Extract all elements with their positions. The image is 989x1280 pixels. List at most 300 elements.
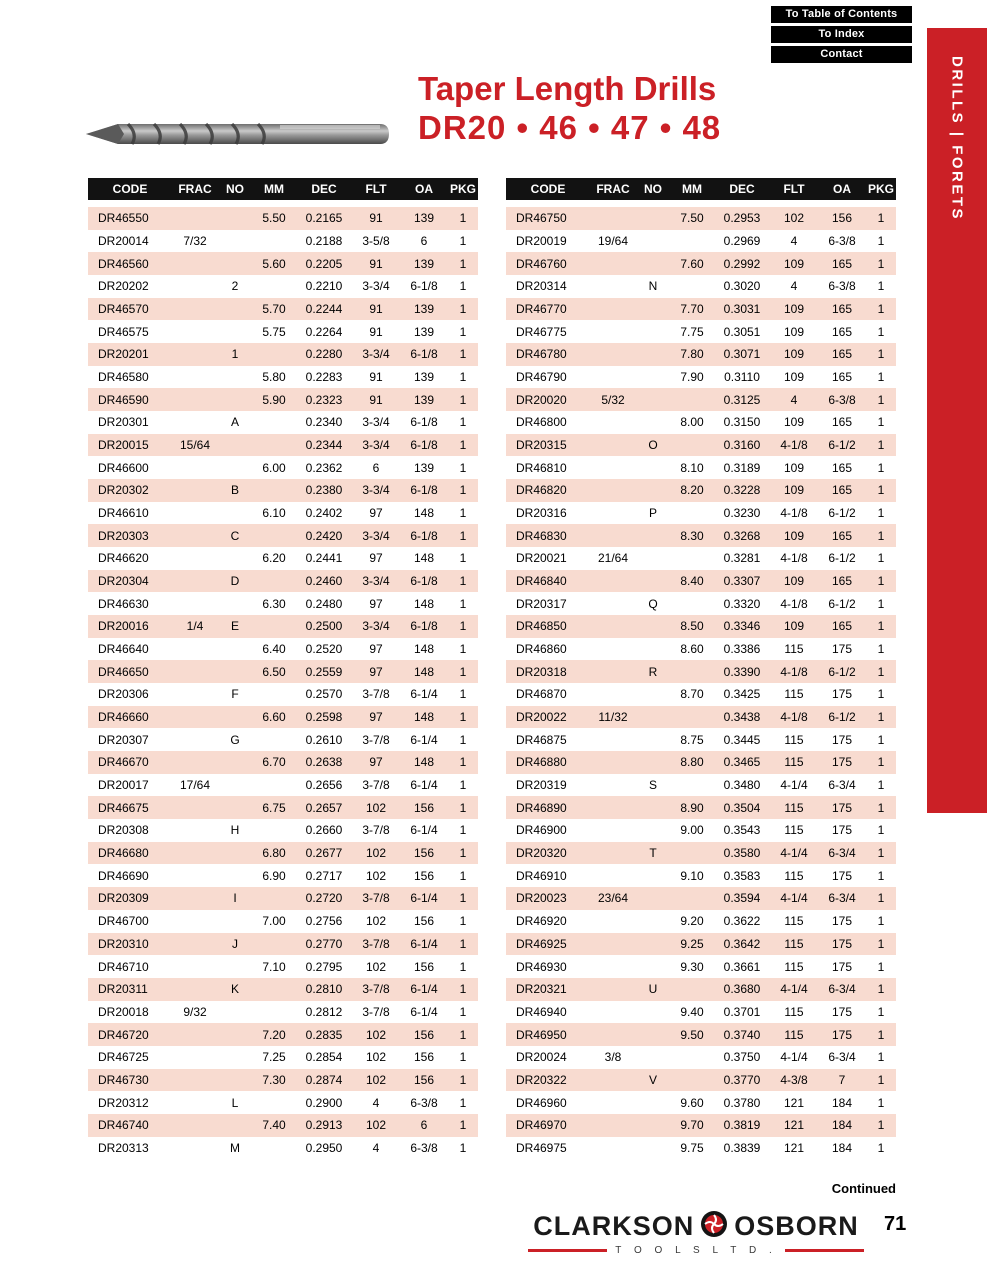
- table-cell: 109: [783, 415, 805, 430]
- column-header: OA: [833, 182, 851, 196]
- table-row: [506, 638, 896, 661]
- table-cell: 6-1/8: [410, 528, 438, 543]
- table-cell: 102: [365, 959, 387, 974]
- table-cell: 1: [459, 551, 467, 566]
- table-row: [88, 728, 478, 751]
- table-cell: 7.60: [680, 256, 704, 271]
- table-cell: 4-1/4: [780, 891, 808, 906]
- table-cell: DR46730: [98, 1072, 149, 1087]
- table-row: [506, 1069, 896, 1092]
- table-cell: 6: [420, 1118, 428, 1133]
- table-cell: 15/64: [179, 438, 211, 453]
- table-cell: 6.70: [262, 755, 286, 770]
- table-cell: 1: [459, 596, 467, 611]
- table-cell: 8.50: [680, 619, 704, 634]
- table-cell: DR46775: [516, 324, 567, 339]
- table-cell: C: [230, 528, 240, 543]
- table-cell: K: [230, 982, 239, 997]
- table-cell: 1: [459, 1050, 467, 1065]
- table-cell: 0.3780: [723, 1095, 761, 1110]
- table-cell: 1: [459, 755, 467, 770]
- table-cell: 109: [783, 574, 805, 589]
- nav-button-index[interactable]: To Index: [771, 26, 912, 43]
- table-cell: 0.2402: [305, 506, 343, 521]
- table-cell: 1: [877, 1095, 885, 1110]
- table-row: [506, 275, 896, 298]
- table-cell: 102: [365, 800, 387, 815]
- table-cell: 1: [877, 959, 885, 974]
- table-cell: DR46725: [98, 1050, 149, 1065]
- table-row: [88, 1023, 478, 1046]
- table-row: [506, 751, 896, 774]
- table-cell: 1: [459, 1095, 467, 1110]
- clarkson-osborn-logo-icon: [700, 1210, 728, 1243]
- table-cell: 1: [459, 528, 467, 543]
- table-cell: 184: [831, 1095, 853, 1110]
- table-cell: 1: [877, 234, 885, 248]
- table-cell: 6-1/8: [410, 415, 438, 430]
- table-cell: H: [230, 823, 240, 838]
- table-cell: 4: [372, 1095, 380, 1110]
- table-row: [506, 1046, 896, 1069]
- table-cell: 1/4: [186, 619, 204, 634]
- table-cell: 3/8: [604, 1050, 622, 1065]
- table-cell: DR20015: [98, 438, 149, 453]
- table-cell: 0.3580: [723, 846, 761, 861]
- table-cell: 0.2610: [305, 732, 343, 747]
- table-cell: 102: [365, 1118, 387, 1133]
- table-cell: 5.70: [262, 302, 286, 317]
- table-row: [88, 570, 478, 593]
- table-cell: 91: [369, 256, 383, 271]
- table-row: [88, 1001, 478, 1024]
- table-cell: 0.3281: [723, 551, 761, 566]
- table-cell: 0.3594: [723, 891, 761, 906]
- table-cell: 1: [877, 732, 885, 747]
- table-cell: 6-3/8: [828, 234, 856, 248]
- table-row: [506, 434, 896, 457]
- table-cell: 175: [831, 936, 853, 951]
- table-row: [506, 819, 896, 842]
- table-cell: 7/32: [183, 234, 207, 248]
- table-row: [88, 230, 478, 253]
- table-cell: 7.30: [262, 1072, 286, 1087]
- table-cell: 0.3750: [723, 1050, 761, 1065]
- table-cell: DR46580: [98, 370, 149, 385]
- table-row: [506, 524, 896, 547]
- table-cell: 156: [413, 1027, 435, 1042]
- table-cell: 11/32: [598, 710, 628, 725]
- table-cell: 175: [831, 868, 853, 883]
- table-cell: DR46830: [516, 528, 567, 543]
- table-cell: 0.2323: [305, 392, 343, 407]
- table-cell: 184: [831, 1118, 853, 1133]
- table-cell: 8.20: [680, 483, 704, 498]
- table-cell: 1: [459, 619, 467, 634]
- table-cell: DR20301: [98, 415, 149, 430]
- table-cell: 165: [831, 528, 853, 543]
- table-cell: 1: [459, 256, 467, 271]
- table-row: [88, 683, 478, 706]
- table-cell: 0.2913: [305, 1118, 343, 1133]
- table-cell: 8.40: [680, 574, 704, 589]
- table-cell: 156: [413, 914, 435, 929]
- table-cell: 1: [459, 936, 467, 951]
- table-cell: 156: [413, 868, 435, 883]
- table-cell: 8.80: [680, 755, 704, 770]
- table-cell: 4-1/4: [780, 846, 808, 861]
- table-cell: 0.2283: [305, 370, 343, 385]
- table-cell: 4-1/8: [780, 596, 808, 611]
- table-cell: 0.2460: [305, 574, 343, 589]
- table-cell: 1: [877, 1004, 885, 1019]
- brand-logo: [528, 1210, 864, 1256]
- table-cell: 0.2656: [305, 778, 343, 793]
- table-cell: 109: [783, 619, 805, 634]
- table-cell: DR46850: [516, 619, 567, 634]
- table-cell: 102: [365, 846, 387, 861]
- table-cell: 115: [784, 755, 804, 770]
- table-cell: 165: [831, 483, 853, 498]
- table-cell: 3-7/8: [362, 891, 390, 906]
- table-cell: 4-1/4: [780, 982, 808, 997]
- table-cell: 0.2677: [305, 846, 343, 861]
- table-cell: 0.2900: [305, 1095, 343, 1110]
- table-cell: 184: [831, 1140, 853, 1155]
- table-cell: 4-1/8: [780, 506, 808, 521]
- table-cell: 6-1/8: [410, 483, 438, 498]
- table-cell: DR46600: [98, 460, 149, 475]
- table-cell: A: [230, 415, 239, 430]
- table-cell: DR20201: [98, 347, 149, 362]
- table-cell: 1: [459, 914, 467, 929]
- table-cell: 1: [877, 415, 885, 430]
- table-cell: 4: [790, 392, 798, 407]
- table-cell: 6-1/8: [410, 279, 438, 294]
- table-row: [506, 1001, 896, 1024]
- table-cell: DR46940: [516, 1004, 567, 1019]
- table-cell: 6.60: [262, 710, 286, 725]
- table-row: [88, 615, 478, 638]
- table-cell: 115: [784, 800, 804, 815]
- table-cell: 1: [877, 370, 885, 385]
- table-cell: 1: [877, 800, 885, 815]
- table-cell: 6-3/4: [828, 891, 856, 906]
- table-cell: 0.3020: [723, 279, 761, 294]
- table-cell: DR20321: [516, 982, 567, 997]
- table-cell: DR20318: [516, 664, 567, 679]
- table-cell: 4-3/8: [780, 1072, 808, 1087]
- table-cell: 156: [413, 800, 435, 815]
- table-row: [88, 343, 478, 366]
- table-cell: DR20310: [98, 936, 149, 951]
- table-row: [88, 502, 478, 525]
- table-row: [88, 411, 478, 434]
- table-cell: 0.2795: [305, 959, 343, 974]
- table-cell: 1: [877, 1072, 885, 1087]
- table-cell: 1: [877, 506, 885, 521]
- table-row: [506, 796, 896, 819]
- table-cell: 1: [877, 596, 885, 611]
- table-cell: 0.2344: [305, 438, 343, 453]
- table-cell: 1: [877, 619, 885, 634]
- table-cell: F: [231, 687, 239, 702]
- table-cell: DR20016: [98, 619, 149, 634]
- table-cell: DR46675: [98, 800, 149, 815]
- table-cell: DR20019: [516, 234, 567, 248]
- table-row: [88, 1114, 478, 1137]
- table-cell: 1: [459, 687, 467, 702]
- table-cell: 165: [831, 370, 853, 385]
- column-header: PKG: [449, 182, 476, 196]
- table-cell: 0.2835: [305, 1027, 343, 1042]
- table-row: [506, 1091, 896, 1114]
- table-cell: 1: [877, 687, 885, 702]
- table-cell: 97: [369, 642, 383, 657]
- table-row: [506, 842, 896, 865]
- table-cell: DR20017: [98, 778, 149, 793]
- table-cell: DR46640: [98, 642, 149, 657]
- table-row: [506, 230, 896, 253]
- table-row: [506, 592, 896, 615]
- table-cell: 102: [365, 1072, 387, 1087]
- table-cell: DR46790: [516, 370, 567, 385]
- table-cell: 1: [459, 574, 467, 589]
- table-cell: 0.2340: [305, 415, 343, 430]
- table-cell: 0.2638: [305, 755, 343, 770]
- table-row: [88, 388, 478, 411]
- table-cell: 1: [877, 1050, 885, 1065]
- table-cell: 156: [413, 846, 435, 861]
- table-cell: 165: [831, 619, 853, 634]
- table-cell: 6-1/2: [828, 551, 856, 566]
- table-cell: 148: [413, 664, 435, 679]
- table-cell: 0.3740: [723, 1027, 761, 1042]
- table-cell: 23/64: [597, 891, 629, 906]
- table-cell: 1: [231, 347, 239, 362]
- table-cell: DR20304: [98, 574, 149, 589]
- table-cell: 148: [413, 551, 435, 566]
- table-cell: 0.3160: [723, 438, 761, 453]
- table-cell: 115: [784, 823, 804, 838]
- table-cell: DR46680: [98, 846, 149, 861]
- table-cell: 0.2717: [305, 868, 343, 883]
- table-cell: 165: [831, 415, 853, 430]
- table-row: [88, 434, 478, 457]
- table-row: [506, 910, 896, 933]
- table-cell: 175: [831, 732, 853, 747]
- table-cell: 0.3701: [723, 1004, 761, 1019]
- table-cell: M: [230, 1140, 240, 1155]
- table-cell: 9/32: [183, 1004, 207, 1019]
- table-row: [88, 955, 478, 978]
- table-cell: 21/64: [597, 551, 629, 566]
- table-cell: 9.25: [680, 936, 704, 951]
- table-cell: 0.3268: [723, 528, 761, 543]
- table-cell: 8.90: [680, 800, 704, 815]
- table-cell: 1: [459, 234, 467, 248]
- table-cell: 1: [877, 823, 885, 838]
- table-cell: 8.70: [680, 687, 704, 702]
- table-row: [506, 479, 896, 502]
- table-cell: 121: [783, 1140, 805, 1155]
- table-cell: 109: [783, 324, 805, 339]
- table-cell: 0.2810: [305, 982, 343, 997]
- table-cell: U: [648, 982, 658, 997]
- table-row: [506, 955, 896, 978]
- table-cell: 1: [459, 868, 467, 883]
- table-cell: 8.00: [680, 415, 704, 430]
- table-cell: 0.3480: [723, 778, 761, 793]
- table-cell: 0.3583: [723, 868, 761, 883]
- table-cell: 6-1/4: [410, 891, 438, 906]
- table-cell: 6-1/2: [828, 438, 856, 453]
- table-cell: 0.2720: [305, 891, 343, 906]
- table-cell: 0.2362: [305, 460, 343, 475]
- table-cell: 6-1/4: [410, 823, 438, 838]
- column-header: DEC: [729, 182, 755, 196]
- table-cell: 0.2950: [305, 1140, 343, 1155]
- table-cell: DR20309: [98, 891, 149, 906]
- section-tab: [927, 28, 987, 813]
- column-header: DEC: [311, 182, 337, 196]
- nav-button-table-of-contents[interactable]: To Table of Contents: [771, 6, 912, 23]
- table-cell: 7: [838, 1072, 846, 1087]
- table-cell: DR46750: [516, 211, 567, 226]
- table-row: [88, 864, 478, 887]
- table-row: [506, 366, 896, 389]
- table-row: [506, 252, 896, 275]
- table-cell: 175: [831, 800, 853, 815]
- table-cell: 0.3051: [723, 324, 761, 339]
- table-cell: 109: [783, 483, 805, 498]
- column-header: CODE: [112, 182, 148, 196]
- table-cell: 115: [784, 959, 804, 974]
- table-row: [88, 978, 478, 1001]
- table-cell: DR46875: [516, 732, 567, 747]
- table-cell: DR46975: [516, 1140, 567, 1155]
- table-cell: 156: [831, 211, 853, 226]
- table-row: [506, 887, 896, 910]
- table-cell: 165: [831, 347, 853, 362]
- table-cell: 6.50: [262, 664, 286, 679]
- column-header: PKG: [867, 182, 894, 196]
- table-cell: 6-1/2: [828, 664, 856, 679]
- table-row: [506, 1137, 896, 1160]
- table-cell: 165: [831, 302, 853, 317]
- table-cell: DR46910: [516, 868, 567, 883]
- table-cell: 1: [877, 914, 885, 929]
- table-cell: 1: [459, 302, 467, 317]
- table-row: [506, 207, 896, 230]
- table-cell: DR46950: [516, 1027, 567, 1042]
- table-cell: 109: [783, 302, 805, 317]
- table-cell: DR46610: [98, 506, 149, 521]
- table-cell: 0.3425: [723, 687, 761, 702]
- table-cell: 1: [877, 347, 885, 362]
- table-cell: L: [231, 1095, 239, 1110]
- table-row: [88, 796, 478, 819]
- table-cell: 5.60: [262, 256, 286, 271]
- table-cell: 1: [459, 392, 467, 407]
- table-cell: 156: [413, 959, 435, 974]
- table-cell: DR46840: [516, 574, 567, 589]
- table-cell: DR46770: [516, 302, 567, 317]
- table-cell: 6-3/4: [828, 778, 856, 793]
- table-cell: 5.90: [262, 392, 286, 407]
- table-cell: DR46700: [98, 914, 149, 929]
- table-cell: G: [230, 732, 240, 747]
- column-header: OA: [415, 182, 433, 196]
- table-row: [88, 366, 478, 389]
- table-cell: 1: [877, 846, 885, 861]
- table-cell: 156: [413, 1072, 435, 1087]
- table-cell: DR46870: [516, 687, 567, 702]
- table-cell: DR46900: [516, 823, 567, 838]
- table-row: [88, 1091, 478, 1114]
- table-cell: DR46925: [516, 936, 567, 951]
- table-cell: 6-1/2: [828, 596, 856, 611]
- table-cell: 3-7/8: [362, 732, 390, 747]
- table-cell: 0.3770: [723, 1072, 761, 1087]
- table-row: [88, 706, 478, 729]
- table-cell: 148: [413, 596, 435, 611]
- table-cell: 0.3320: [723, 596, 761, 611]
- table-cell: 6.20: [262, 551, 286, 566]
- table-cell: 1: [459, 846, 467, 861]
- drill-table-left: [88, 178, 478, 1159]
- table-cell: 0.2205: [305, 256, 343, 271]
- table-cell: 148: [413, 755, 435, 770]
- table-row: [506, 411, 896, 434]
- table-cell: DR20311: [98, 982, 148, 997]
- table-cell: DR46690: [98, 868, 149, 883]
- table-row: [506, 978, 896, 1001]
- table-cell: DR20302: [98, 483, 149, 498]
- table-cell: 0.2264: [305, 324, 343, 339]
- table-row: [88, 1046, 478, 1069]
- table-cell: DR46660: [98, 710, 149, 725]
- table-cell: DR46570: [98, 302, 149, 317]
- table-row: [506, 1023, 896, 1046]
- table-cell: Q: [648, 596, 658, 611]
- table-cell: 0.2380: [305, 483, 343, 498]
- table-cell: 1: [877, 551, 885, 566]
- table-cell: 115: [784, 642, 804, 657]
- table-row: [88, 1069, 478, 1092]
- table-cell: 6-3/4: [828, 982, 856, 997]
- table-cell: 165: [831, 574, 853, 589]
- table-cell: 1: [877, 483, 885, 498]
- table-cell: 109: [783, 347, 805, 362]
- table-cell: 0.2812: [305, 1004, 343, 1019]
- nav-button-contact[interactable]: Contact: [771, 46, 912, 63]
- table-cell: 4-1/4: [780, 1050, 808, 1065]
- table-cell: J: [232, 936, 238, 951]
- table-cell: 1: [459, 483, 467, 498]
- table-cell: 9.75: [680, 1140, 704, 1155]
- table-cell: 91: [369, 302, 383, 317]
- table-cell: 7.10: [262, 959, 286, 974]
- column-header: FLT: [365, 182, 387, 196]
- column-header: NO: [226, 182, 244, 196]
- table-cell: 0.2520: [305, 642, 343, 657]
- table-cell: 0.3543: [723, 823, 761, 838]
- table-cell: I: [233, 891, 237, 906]
- table-cell: O: [648, 438, 658, 453]
- table-cell: 156: [413, 1050, 435, 1065]
- table-row: [506, 728, 896, 751]
